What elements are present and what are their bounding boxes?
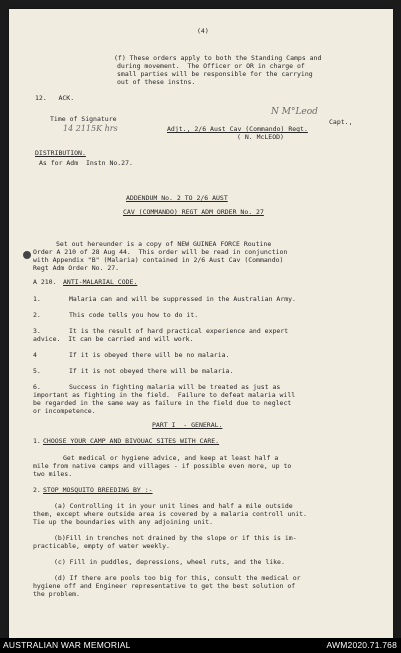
code-3-num: 3. <box>33 327 41 335</box>
s2-a-line-2: them, except where outside area is covered by a malaria controll unit. <box>33 510 307 518</box>
page-number: (4) <box>197 27 209 35</box>
footer-left-text: AUSTRALIAN WAR MEMORIAL <box>3 640 131 650</box>
code-4-num: 4 <box>33 351 37 359</box>
s1-heading: CHOOSE YOUR CAMP AND BIVOUAC SITES WITH CARE. <box>43 437 220 445</box>
ack-item: 12. ACK. <box>35 94 75 102</box>
s2-c-line-1: (c) Fill in puddles, depressions, wheel ruts, and the like. <box>54 558 285 566</box>
code-5-num: 5. <box>33 367 41 375</box>
s2-num: 2. <box>33 486 41 494</box>
s2-heading: STOP MOSQUITO BREEDING BY :- <box>43 486 153 494</box>
capt-label: Capt., <box>329 118 353 126</box>
signatory-name: ( N. McLEOD) <box>237 133 284 141</box>
s1-line-2: mile from native camps and villages - if possible even more, up to <box>33 462 292 470</box>
code-4-line-1: If it is obeyed there will be no malaria. <box>69 351 230 359</box>
a210-label: A 210. <box>33 278 57 286</box>
code-6-line-2: important as fighting in the field. Failure to defeat malaria will <box>33 391 296 399</box>
s2-b-line-2: practicable, empty of water weekly. <box>33 542 170 550</box>
s2-a-line-3: Tie up the boundaries with any adjoining unit. <box>33 518 214 526</box>
s2-a-line-1: (a) Controlling it in your unit lines and half a mile outside <box>54 502 293 510</box>
distribution-heading: DISTRIBUTION. <box>35 149 86 157</box>
code-2-num: 2. <box>33 311 41 319</box>
footer-bar <box>0 638 401 653</box>
signatory-title: Adjt., 2/6 Aust Cav (Commando) Regt. <box>167 125 308 133</box>
footer-right-text: AWM2020.71.768 <box>326 640 397 650</box>
para-f-line-4: out of these instns. <box>117 78 196 86</box>
a210-heading: ANTI-MALARIAL CODE. <box>63 278 138 286</box>
s2-d-line-3: the problem. <box>33 590 80 598</box>
code-6-line-1: Success in fighting malaria will be treated as just as <box>69 383 281 391</box>
para-f-line-3: small parties will be responsible for the carrying <box>117 70 313 78</box>
code-6-line-3: be regarded in the same way as failure in the field due to neglect <box>33 399 292 407</box>
part1-heading: PART I - GENERAL. <box>152 421 223 429</box>
para-f-line-1: (f) These orders apply to both the Standing Camps and <box>114 54 322 62</box>
s1-line-3: two miles. <box>33 470 73 478</box>
addendum-title-2: CAV (COMMANDO) REGT ADM ORDER No. 27 <box>123 208 264 216</box>
intro-line-2: Order A 210 of 28 Aug 44. This order will be read in conjunction <box>33 248 288 256</box>
addendum-title-1: ADDENDUM No. 2 TO 2/6 AUST <box>126 194 228 202</box>
distribution-text: As for Adm Instn No.27. <box>39 159 133 167</box>
handwritten-time: 14 2115K hrs <box>63 124 118 133</box>
code-3-line-1: It is the result of hard practical experience and expert <box>69 327 289 335</box>
code-5-line-1: If it is not obeyed there will be malaria. <box>69 367 234 375</box>
intro-line-1: Set out hereunder is a copy of NEW GUINEA FORCE Routine <box>56 240 272 248</box>
punch-hole <box>23 251 31 259</box>
code-1-num: 1. <box>33 295 41 303</box>
document-page <box>9 9 393 638</box>
s2-d-line-1: (d) If there are pools too big for this, consult the medical or <box>54 574 301 582</box>
s2-d-line-2: hygiene off and Engineer representative to get the best solution of <box>33 582 296 590</box>
intro-line-3: with Appendix "B" (Malaria) contained in 2/6 Aust Cav (Commando) <box>33 256 284 264</box>
s2-b-line-1: (b)Fill in trenches not drained by the slope or if this is im- <box>54 534 297 542</box>
handwritten-signature: N M°Leod <box>271 107 318 117</box>
s1-line-1: Get medical or hygiene advice, and keep at least half a <box>63 454 279 462</box>
intro-line-4: Regt Adm Order No. 27. <box>33 264 120 272</box>
code-2-line-1: This code tells you how to do it. <box>69 311 199 319</box>
code-6-line-4: or incompetence. <box>33 407 96 415</box>
s1-num: 1. <box>33 437 41 445</box>
code-3-line-2: advice. It can be carried and will work. <box>33 335 194 343</box>
code-1-line-1: Malaria can and will be suppressed in the Australian Army. <box>69 295 296 303</box>
code-6-num: 6. <box>33 383 41 391</box>
para-f-line-2: during movement. The Officer or OR in charge of <box>117 62 305 70</box>
time-of-signature-label: Time of Signature <box>50 115 117 123</box>
